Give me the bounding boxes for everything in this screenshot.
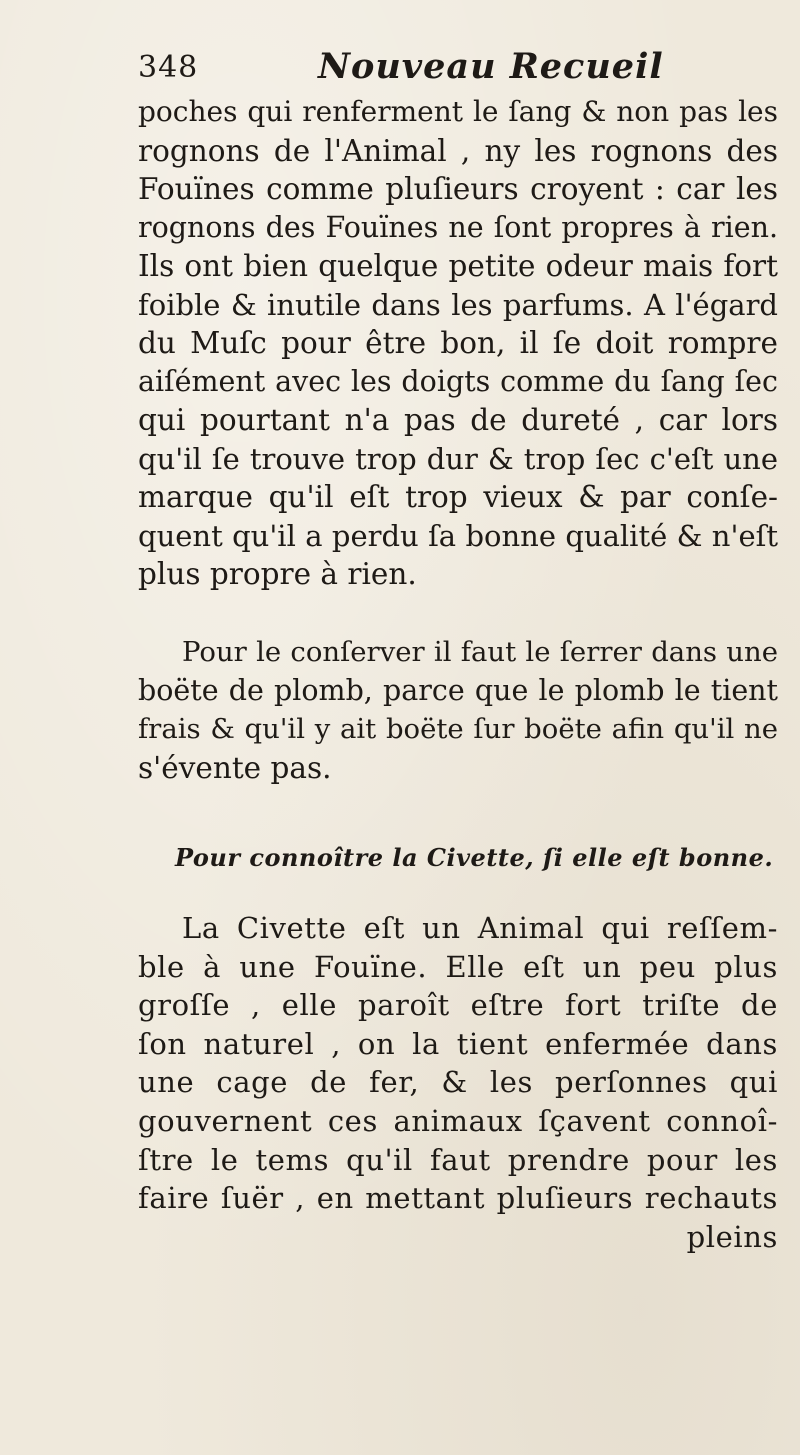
text-line: du Muſc pour être bon, il ſe doit rompre: [138, 326, 778, 360]
catchword: pleins: [686, 1219, 778, 1254]
paragraph-preservation: [138, 633, 778, 787]
text-line: groſſe , elle paroît eſtre fort triſte de: [138, 988, 778, 1023]
running-title: Nouveau Recueil: [318, 46, 664, 87]
text-line: La Civette eſt un Animal qui reſſem-: [182, 911, 778, 945]
text-line: ſtre le tems qu'il faut prendre pour les: [138, 1142, 778, 1177]
text-line: quent qu'il a perdu ſa bonne qualité & n'eſt: [138, 518, 778, 553]
text-line: aiſément avec les doigts comme du ſang ſec: [138, 364, 778, 398]
text-line: une cage de fer, & les perſonnes qui: [138, 1065, 778, 1100]
text-line: rognons des Fouïnes ne ſont propres à rien.: [138, 210, 778, 244]
text-line: boëte de plomb, parce que le plomb le tient: [138, 673, 778, 707]
text-line: plus propre à rien.: [138, 557, 417, 591]
text-line: faire ſuër , en mettant pluſieurs rechauts: [138, 1181, 778, 1216]
text-line: Ils ont bien quelque petite odeur mais fort: [138, 249, 778, 283]
text-line: Fouïnes comme pluſieurs croyent : car les: [138, 172, 778, 206]
text-line: ble à une Fouïne. Elle eſt un peu plus: [138, 949, 778, 984]
page-header: [138, 44, 778, 94]
text-line: qu'il ſe trouve trop dur & trop ſec c'eſt une: [138, 441, 778, 476]
text-line: frais & qu'il y ait boëte ſur boëte afin qu'il ne: [138, 713, 778, 745]
text-line: qui pourtant n'a pas de dureté , car lors: [138, 403, 778, 437]
text-line: marque qu'il eſt trop vieux & par conſe-: [138, 480, 778, 514]
text-line: s'évente pas.: [138, 750, 332, 785]
page-number: 348: [138, 50, 199, 85]
section-heading: Pour connoître la Civette, ſi elle eſt bonne.: [175, 843, 774, 872]
text-line: gouvernent ces animaux ſçavent connoî-: [138, 1103, 778, 1138]
paragraph-civet: [138, 909, 778, 1256]
text-line: rognons de l'Animal , ny les rognons des: [138, 133, 778, 168]
text-line: poches qui renferment le ſang & non pas les: [138, 95, 778, 128]
paragraph-musk-quality: [138, 93, 778, 594]
text-line: Pour le conſerver il faut le ſerrer dans une: [182, 636, 778, 668]
text-line: ſon naturel , on la tient enfermée dans: [138, 1026, 778, 1061]
text-line: foible & inutile dans les parfums. A l'égard: [138, 287, 778, 322]
